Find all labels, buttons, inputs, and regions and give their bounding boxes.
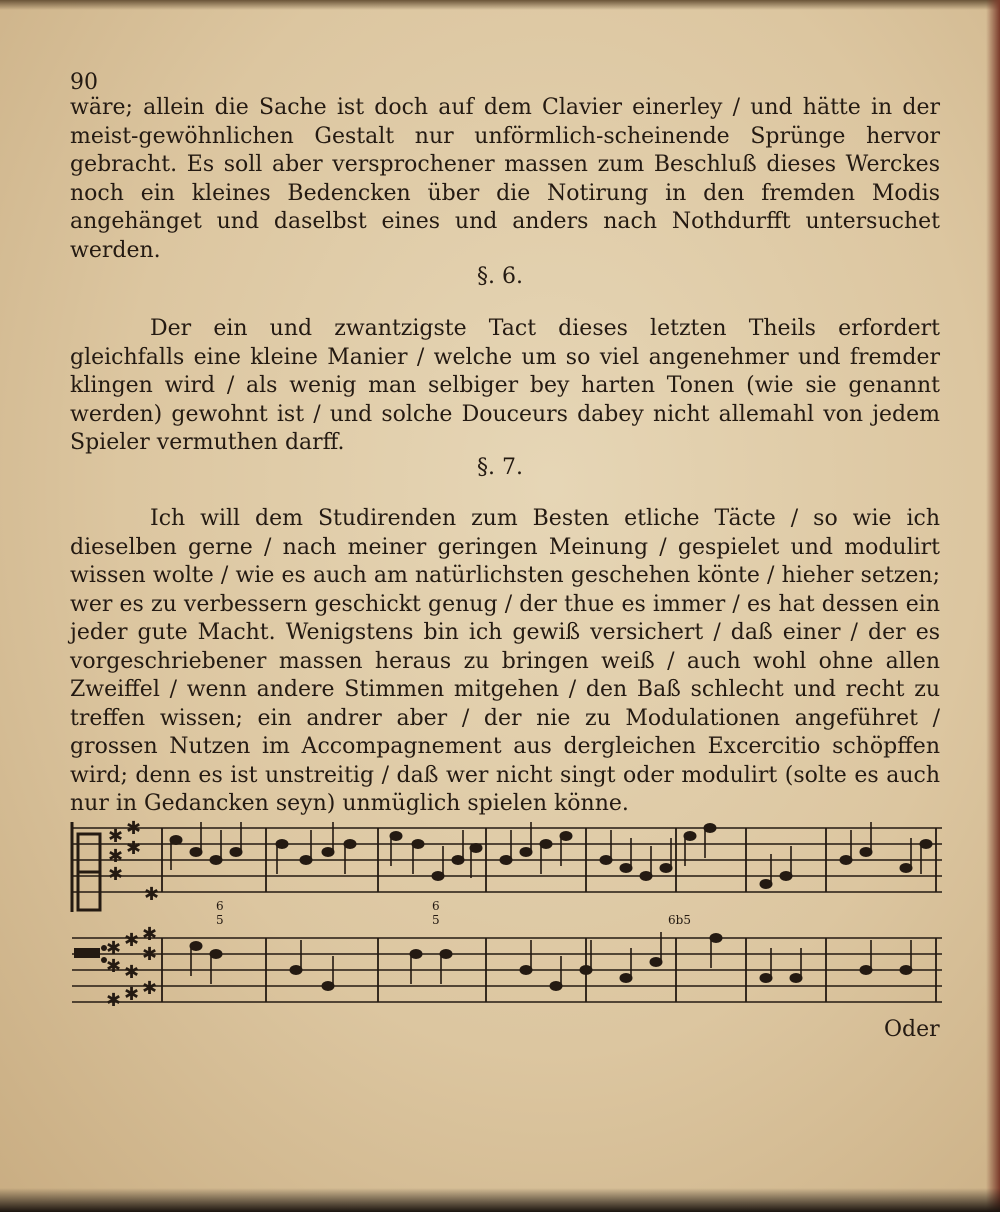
figure-6: 6: [432, 899, 440, 913]
treble-clef: [78, 834, 100, 910]
svg-text:✱: ✱: [126, 818, 142, 839]
bass-staff: [72, 938, 942, 1002]
figure-6b5: 6b5: [668, 913, 691, 927]
catchword: Oder: [884, 1017, 940, 1042]
figure-5: 5: [216, 913, 224, 927]
treble-staff: [72, 822, 942, 912]
svg-text:✱: ✱: [124, 962, 140, 983]
page-number: 90: [70, 70, 98, 95]
music-score: [66, 800, 946, 1030]
page-right-edge: [986, 0, 1000, 1212]
svg-text:✱: ✱: [106, 956, 122, 977]
bass-notes: [190, 932, 912, 991]
svg-text:✱: ✱: [124, 984, 140, 1005]
figure-5: 5: [432, 913, 440, 927]
page-bottom-shadow: [0, 1188, 1000, 1212]
paragraph-1: wäre; allein die Sache ist doch auf dem Clavier einerley / und hätte in der meist-gewöhnlichen Gestalt nur unförmlich-scheinende Sprünge hervor gebracht. Es soll aber versprochener massen zum Beschluß dieses Werckes noch ein kleines Bedencken über die Notirung in den fremden Modis angehänget und daselbst eines und anders nach Nothdurfft untersuchet werden.: [70, 95, 940, 263]
paragraph-2: Der ein und zwantzigste Tact dieses letzten Theils erfordert gleichfalls eine kleine Manier / welche um so viel angenehmer und fremder klingen wird / als wenig man selbiger bey harten Tonen (wie sie genannt werden) gewohnt ist / und solche Douceurs dabey nicht allemahl von jedem Spieler vermuthen darff.: [70, 316, 940, 455]
svg-text:✱: ✱: [142, 924, 158, 945]
figured-bass: [216, 899, 691, 927]
svg-text:✱: ✱: [106, 990, 122, 1011]
treble-notes: [170, 822, 932, 889]
svg-text:✱: ✱: [106, 938, 122, 959]
svg-text:✱: ✱: [142, 978, 158, 999]
svg-text:✱: ✱: [108, 864, 124, 885]
svg-text:✱: ✱: [124, 930, 140, 951]
section-6-heading: §. 6.: [477, 264, 523, 289]
barlines: [162, 828, 936, 1002]
paragraph-3: Ich will dem Studirenden zum Besten etliche Täcte / so wie ich dieselben gerne / nach meiner geringen Meinung / gespielet und modulirt wissen wolte / wie es auch am natürlichsten geschehen könte / hieher setzen; wer es zu verbessern geschickt genug / der thue es immer / es hat dessen ein jeder gute Macht. Wenigstens bin ich gewiß versichert / daß einer / der es vorgeschriebener massen heraus zu bringen weiß / auch wohl ohne allen Zweiffel / wenn andere Stimmen mitgehen / den Baß schlecht und recht zu treffen wissen; ein andrer aber / der nie zu Modulationen angeführet / grossen Nutzen im Accompagnement aus dergleichen Excercitio schöpffen wird; denn es ist unstreitig / daß wer nicht singt oder modulirt (solte es auch nur in Gedancken seyn) unmüglich spielen könne.: [70, 506, 940, 816]
key-signature-sharps: [106, 818, 159, 1011]
svg-text:✱: ✱: [144, 884, 160, 905]
note-head: [170, 836, 182, 845]
svg-text:✱: ✱: [142, 944, 158, 965]
svg-text:✱: ✱: [126, 838, 142, 859]
note-head: [190, 942, 202, 951]
svg-text:✱: ✱: [108, 846, 124, 867]
figure-6: 6: [216, 899, 224, 913]
section-7-heading: §. 7.: [477, 455, 523, 480]
svg-text:✱: ✱: [108, 826, 124, 847]
page-top-shadow: [0, 0, 1000, 10]
